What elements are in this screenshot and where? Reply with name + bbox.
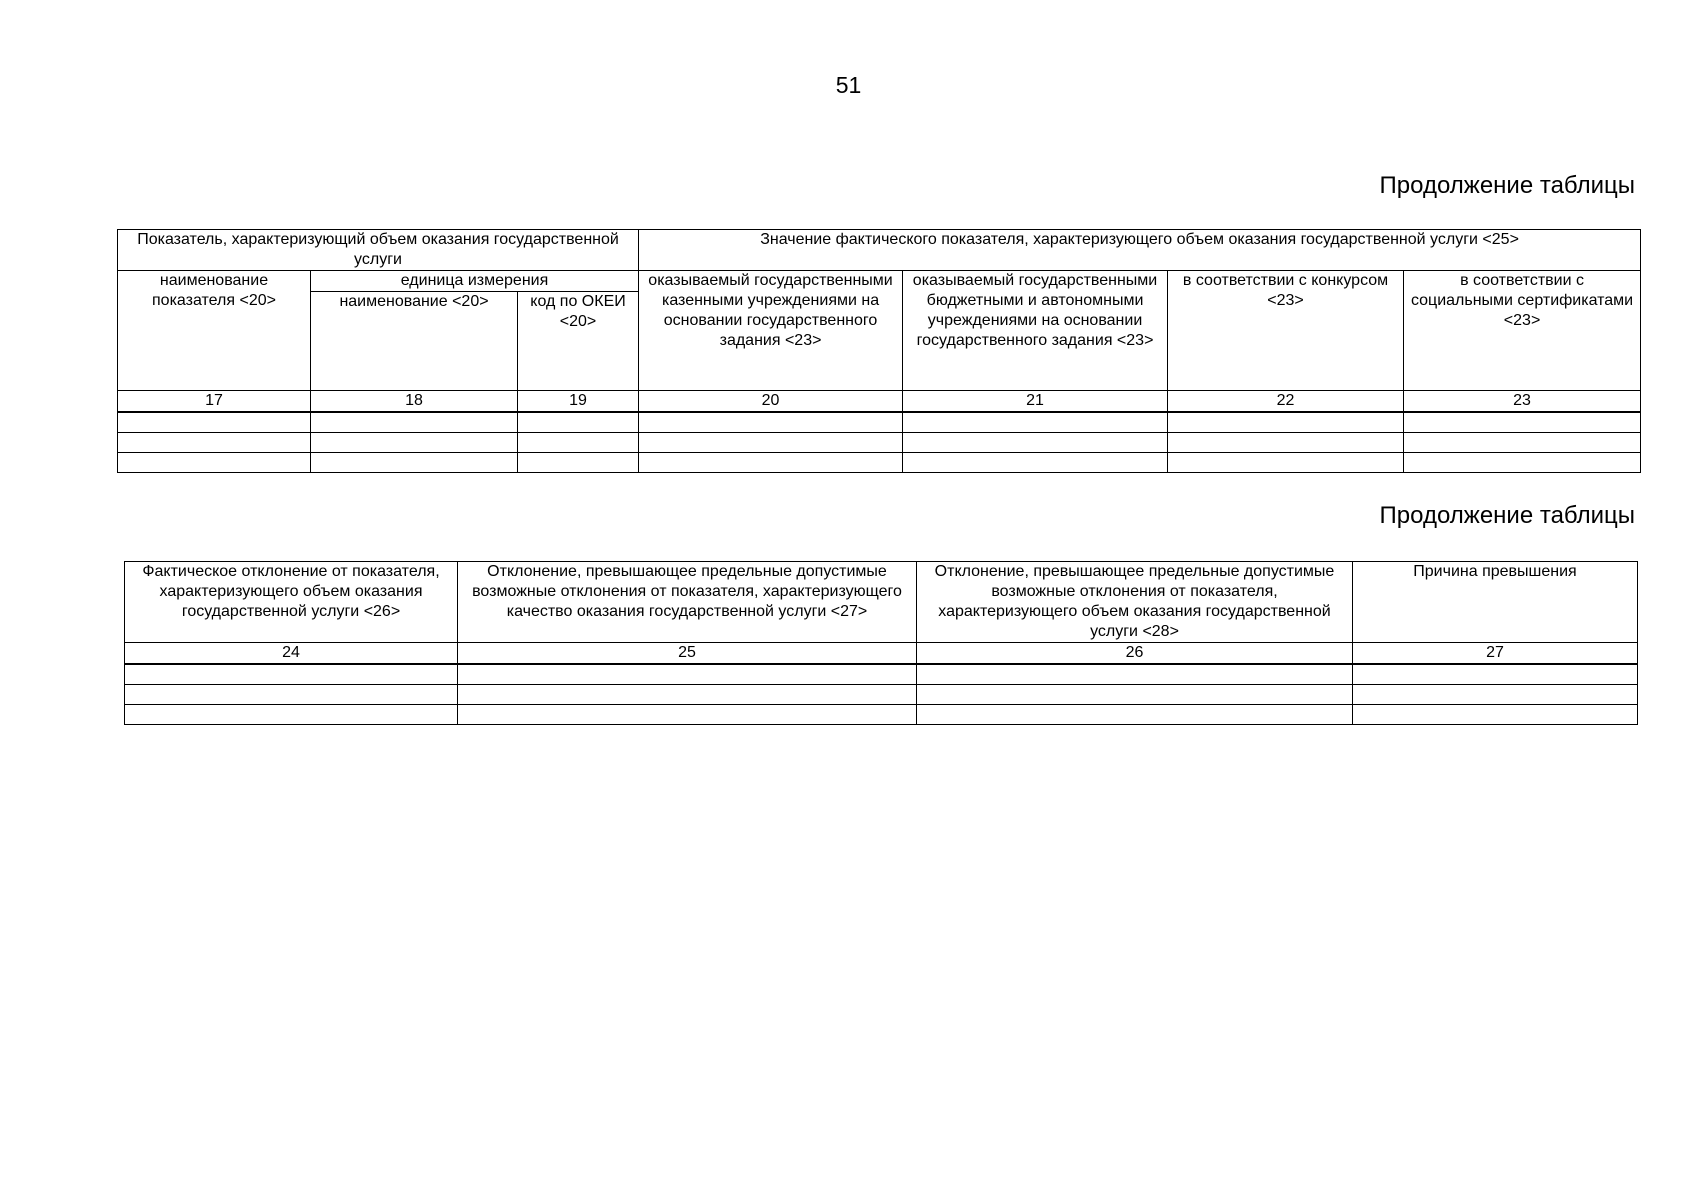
column-number-row: [118, 391, 1641, 413]
table-cell: [311, 433, 518, 453]
header-value-social-certificates: в соответствии с социальными сертификатами <23>: [1404, 271, 1641, 391]
header-unit-name: наименование <20>: [311, 292, 518, 391]
table-cell: [917, 705, 1353, 725]
table-cell: [1168, 453, 1404, 473]
table-cell: [118, 453, 311, 473]
header-actual-value-group: Значение фактического показателя, характеризующего объем оказания государственной услуги <25>: [639, 230, 1641, 271]
page-number: 51: [835, 72, 862, 98]
table-cell: [518, 412, 639, 433]
table-cell: [118, 433, 311, 453]
column-number: 20: [639, 391, 903, 413]
column-number: 19: [518, 391, 639, 413]
table-cell: [125, 685, 458, 705]
table-cell: [458, 664, 917, 685]
table-cell: [311, 453, 518, 473]
header-indicator-group: Показатель, характеризующий объем оказания государственной услуги: [118, 230, 639, 271]
column-number: 18: [311, 391, 518, 413]
table-row: [118, 412, 1641, 433]
table-cell: [311, 412, 518, 433]
table-cell: [917, 664, 1353, 685]
column-number: 22: [1168, 391, 1404, 413]
table-cell: [1168, 412, 1404, 433]
table-cell: [125, 664, 458, 685]
table-cell: [639, 453, 903, 473]
table-cell: [917, 685, 1353, 705]
header-actual-deviation: Фактическое отклонение от показателя, характеризующего объем оказания государственной услуги <26>: [125, 562, 458, 643]
table-row: [125, 705, 1638, 725]
table-row: [125, 685, 1638, 705]
header-quality-deviation: Отклонение, превышающее предельные допустимые возможные отклонения от показателя, характеризующего качество оказания государственной услуги <27>: [458, 562, 917, 643]
column-number-row: [125, 643, 1638, 665]
header-indicator-name: наименование показателя <20>: [118, 271, 311, 391]
column-number: 27: [1353, 643, 1638, 665]
table-cell: [1353, 705, 1638, 725]
deviation-table: [124, 561, 1638, 725]
column-number: 21: [903, 391, 1168, 413]
volume-indicator-table: [117, 229, 1641, 473]
table-cell: [118, 412, 311, 433]
table-row: [118, 433, 1641, 453]
header-value-state-institutions: оказываемый государственными казенными учреждениями на основании государственного задания <23>: [639, 271, 903, 391]
table-cell: [518, 433, 639, 453]
column-number: 24: [125, 643, 458, 665]
column-number: 26: [917, 643, 1353, 665]
table-cell: [1404, 433, 1641, 453]
continuation-label-1: Продолжение таблицы: [1379, 172, 1635, 199]
table-cell: [1353, 685, 1638, 705]
table-cell: [639, 412, 903, 433]
table-cell: [1353, 664, 1638, 685]
column-number: 25: [458, 643, 917, 665]
table-cell: [903, 453, 1168, 473]
table-cell: [903, 433, 1168, 453]
header-excess-reason: Причина превышения: [1353, 562, 1638, 643]
table-cell: [125, 705, 458, 725]
header-value-contest: в соответствии с конкурсом <23>: [1168, 271, 1404, 391]
header-value-budget-institutions: оказываемый государственными бюджетными и автономными учреждениями на основании государственного задания <23>: [903, 271, 1168, 391]
table-cell: [1404, 412, 1641, 433]
table-cell: [518, 453, 639, 473]
table-cell: [1404, 453, 1641, 473]
header-unit-code: код по ОКЕИ <20>: [518, 292, 639, 391]
table-cell: [903, 412, 1168, 433]
header-volume-deviation: Отклонение, превышающее предельные допустимые возможные отклонения от показателя, характеризующего объем оказания государственной услуги <28>: [917, 562, 1353, 643]
table-cell: [639, 433, 903, 453]
column-number: 17: [118, 391, 311, 413]
table-cell: [458, 685, 917, 705]
continuation-label-2: Продолжение таблицы: [1379, 502, 1635, 529]
table-cell: [1168, 433, 1404, 453]
header-unit-group: единица измерения: [311, 271, 639, 292]
column-number: 23: [1404, 391, 1641, 413]
table-row: [118, 453, 1641, 473]
table-cell: [458, 705, 917, 725]
table-row: [125, 664, 1638, 685]
